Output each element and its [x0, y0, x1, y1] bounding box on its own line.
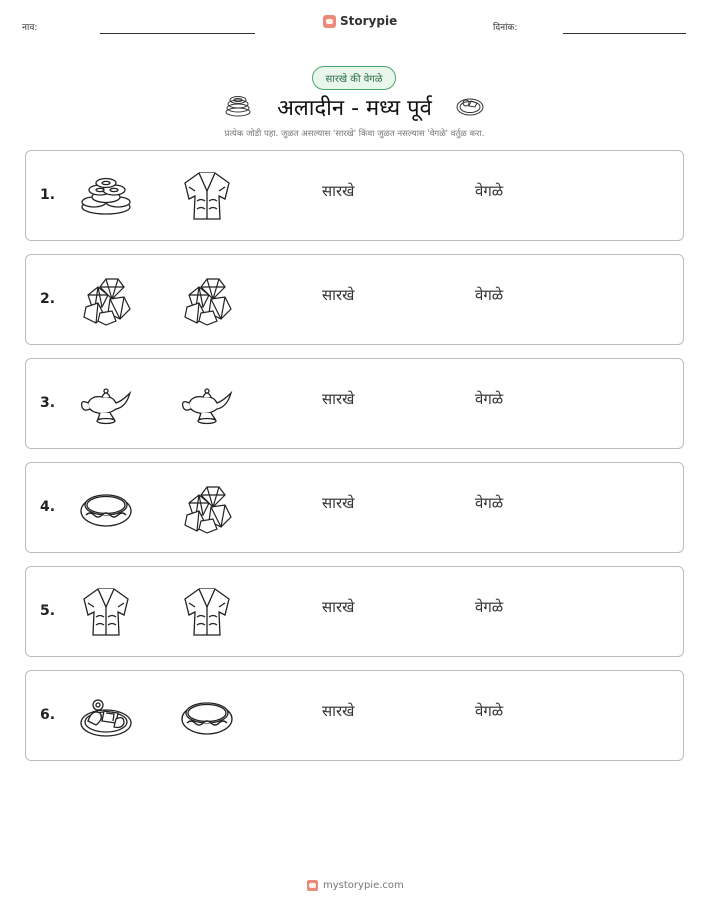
- question-row-5: [25, 566, 684, 657]
- robe-icon: [179, 585, 235, 639]
- brand-name: Storypie: [340, 14, 398, 28]
- page-title: अलादीन - मध्य पूर्व: [277, 96, 432, 121]
- food-plate-icon: [455, 92, 485, 118]
- gems-icon: [179, 273, 235, 327]
- question-number: 3.: [40, 395, 56, 411]
- same-option[interactable]: सारखे: [322, 494, 355, 512]
- bracelet-icon: [179, 689, 235, 743]
- different-option[interactable]: वेगळे: [475, 390, 504, 408]
- different-option[interactable]: वेगळे: [475, 182, 504, 200]
- storypie-logo-icon: [323, 15, 336, 28]
- question-number: 1.: [40, 187, 56, 203]
- category-tag: सारखे की वेगळे: [312, 66, 396, 90]
- question-row-4: [25, 462, 684, 553]
- gems-icon: [179, 481, 235, 535]
- question-number: 2.: [40, 291, 56, 307]
- question-row-2: [25, 254, 684, 345]
- same-option[interactable]: सारखे: [322, 702, 355, 720]
- same-option[interactable]: सारखे: [322, 598, 355, 616]
- same-option[interactable]: सारखे: [322, 286, 355, 304]
- lamp-icon: [179, 377, 235, 431]
- footer: [307, 880, 404, 891]
- different-option[interactable]: वेगळे: [475, 598, 504, 616]
- question-number: 6.: [40, 707, 56, 723]
- question-row-1: [25, 150, 684, 241]
- lamp-icon: [78, 377, 134, 431]
- date-line[interactable]: [563, 33, 686, 34]
- different-option[interactable]: वेगळे: [475, 702, 504, 720]
- different-option[interactable]: वेगळे: [475, 494, 504, 512]
- question-row-6: [25, 670, 684, 761]
- bracelet-icon: [78, 481, 134, 535]
- name-label: नाव:: [22, 23, 38, 33]
- instructions: प्रत्येक जोडी पहा. जुळत असल्यास 'सारखे' किंवा जुळत नसल्यास 'वेगळे' वर्तुळ करा.: [224, 129, 485, 139]
- same-option[interactable]: सारखे: [322, 390, 355, 408]
- food-plate-icon: [78, 689, 134, 743]
- question-number: 4.: [40, 499, 56, 515]
- different-option[interactable]: वेगळे: [475, 286, 504, 304]
- date-label: दिनांक:: [493, 23, 518, 33]
- same-option[interactable]: सारखे: [322, 182, 355, 200]
- robe-icon: [179, 169, 235, 223]
- gems-icon: [78, 273, 134, 327]
- question-row-3: [25, 358, 684, 449]
- name-line[interactable]: [100, 33, 255, 34]
- coins-icon: [78, 169, 134, 223]
- brand: [323, 14, 397, 28]
- storypie-logo-icon: [307, 880, 318, 891]
- footer-url[interactable]: mystorypie.com: [323, 880, 404, 891]
- robe-icon: [78, 585, 134, 639]
- question-number: 5.: [40, 603, 56, 619]
